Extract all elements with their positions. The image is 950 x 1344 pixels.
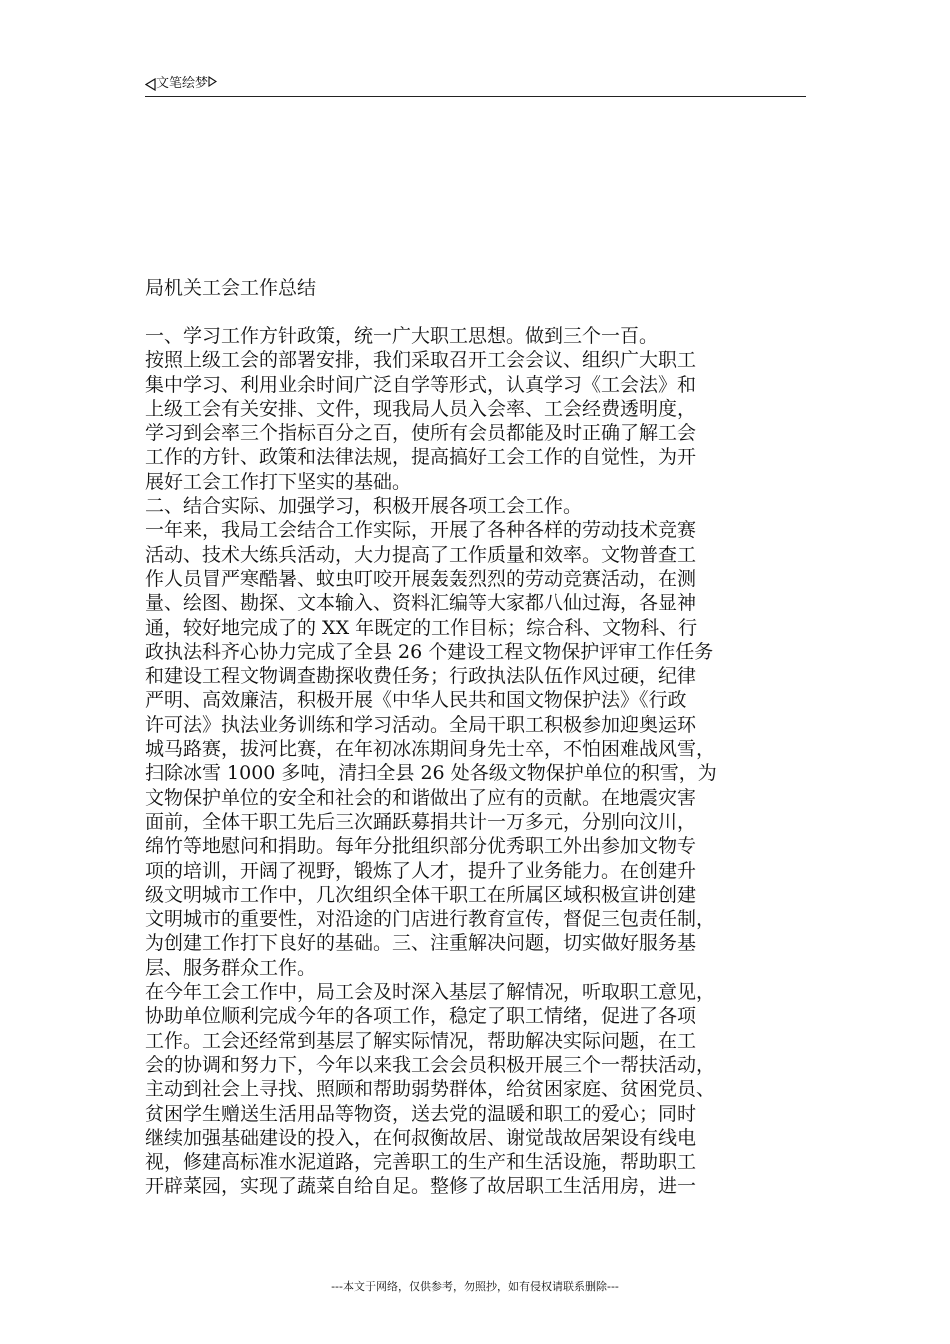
- text-line: 城马路赛，拔河比赛，在年初冰冻期间身先士卒，不怕困难战风雪，: [145, 738, 716, 761]
- text-line: 开辟菜园，实现了蔬菜自给自足。整修了故居职工生活用房，进一: [145, 1175, 697, 1198]
- document-title: 局机关工会工作总结: [145, 277, 317, 299]
- text-line: 通，较好地完成了的 XX 年既定的工作目标；综合科、文物科、行: [145, 616, 698, 639]
- text-line: 继续加强基础建设的投入，在何叔衡故居、谢觉哉故居架设有线电: [145, 1126, 697, 1149]
- text-line: 贫困学生赠送生活用品等物资，送去党的温暖和职工的爱心；同时: [145, 1102, 697, 1125]
- text-line: 主动到社会上寻找、照顾和帮助弱势群体，给贫困家庭、贫困党员、: [145, 1078, 716, 1101]
- text-line: 一年来，我局工会结合工作实际，开展了各种各样的劳动技术竞赛: [145, 519, 697, 542]
- text-line: 视，修建高标准水泥道路，完善职工的生产和生活设施，帮助职工: [145, 1151, 697, 1174]
- text-line: 集中学习、利用业余时间广泛自学等形式，认真学习《工会法》和: [145, 373, 697, 396]
- text-line: 协助单位顺利完成今年的各项工作，稳定了职工情绪，促进了各项: [145, 1005, 697, 1028]
- page-header: [145, 74, 805, 98]
- header-divider: [145, 96, 806, 97]
- text-line: 面前，全体干职工先后三次踊跃募捐共计一万多元，分别向汶川，: [145, 810, 697, 833]
- text-line: 许可法》执法业务训练和学习活动。全局干职工积极参加迎奥运环: [145, 713, 697, 736]
- text-line: 绵竹等地慰问和捐助。每年分批组织部分优秀职工外出参加文物专: [145, 835, 697, 858]
- text-line: 工作的方针、政策和法律法规，提高搞好工会工作的自觉性，为开: [145, 446, 697, 469]
- text-line: 量、绘图、勘探、文本输入、资料汇编等大家都八仙过海，各显神: [145, 592, 697, 615]
- text-line: 项的培训，开阔了视野，锻炼了人才，提升了业务能力。在创建升: [145, 859, 697, 882]
- text-line: 文物保护单位的安全和社会的和谐做出了应有的贡献。在地震灾害: [145, 786, 697, 809]
- text-line: 作人员冒严寒酷暑、蚊虫叮咬开展轰轰烈烈的劳动竞赛活动，在测: [145, 567, 697, 590]
- text-line: 和建设工程文物调查勘探收费任务；行政执法队伍作风过硬，纪律: [145, 665, 697, 688]
- text-line: 政执法科齐心协力完成了全县 26 个建设工程文物保护评审工作任务: [145, 640, 714, 663]
- text-line: 会的协调和努力下，今年以来我工会会员积极开展三个一帮扶活动，: [145, 1053, 716, 1076]
- text-line: 一、学习工作方针政策，统一广大职工思想。做到三个一百。: [145, 325, 659, 347]
- text-line: 上级工会有关安排、文件，现我局人员入会率、工会经费透明度，: [145, 397, 697, 420]
- document-body: [145, 324, 813, 1199]
- header-brand: 文笔绘梦: [156, 76, 209, 91]
- text-line: 在今年工会工作中，局工会及时深入基层了解情况，听取职工意见，: [145, 981, 716, 1004]
- text-line: 学习到会率三个指标百分之百，使所有会员都能及时正确了解工会: [145, 422, 697, 445]
- text-line: 活动、技术大练兵活动，大力提高了工作质量和效率。文物普查工: [145, 543, 697, 566]
- text-line: 严明、高效廉洁，积极开展《中华人民共和国文物保护法》《行政: [145, 689, 687, 712]
- text-line: 扫除冰雪 1000 多吨，清扫全县 26 处各级文物保护单位的积雪，为: [145, 762, 717, 785]
- triangle-right-icon: [208, 76, 217, 87]
- text-line: 工作。工会还经常到基层了解实际情况，帮助解决实际问题，在工: [145, 1029, 697, 1052]
- text-line: 展好工会工作打下坚实的基础。: [145, 470, 412, 493]
- triangle-left-icon: [145, 78, 156, 91]
- text-line: 二、结合实际、加强学习，积极开展各项工会工作。: [145, 495, 583, 518]
- footer-notice: ---本文于网络，仅供参考，勿照抄，如有侵权请联系删除---: [331, 1280, 619, 1293]
- text-line: 为创建工作打下良好的基础。三、注重解决问题，切实做好服务基: [145, 932, 697, 955]
- text-line: 层、服务群众工作。: [145, 956, 317, 979]
- text-line: 文明城市的重要性，对沿途的门店进行教育宣传，督促三包责任制，: [145, 908, 716, 931]
- text-line: 级文明城市工作中，几次组织全体干职工在所属区域积极宣讲创建: [145, 883, 697, 906]
- text-line: 按照上级工会的部署安排，我们采取召开工会会议、组织广大职工: [145, 349, 697, 372]
